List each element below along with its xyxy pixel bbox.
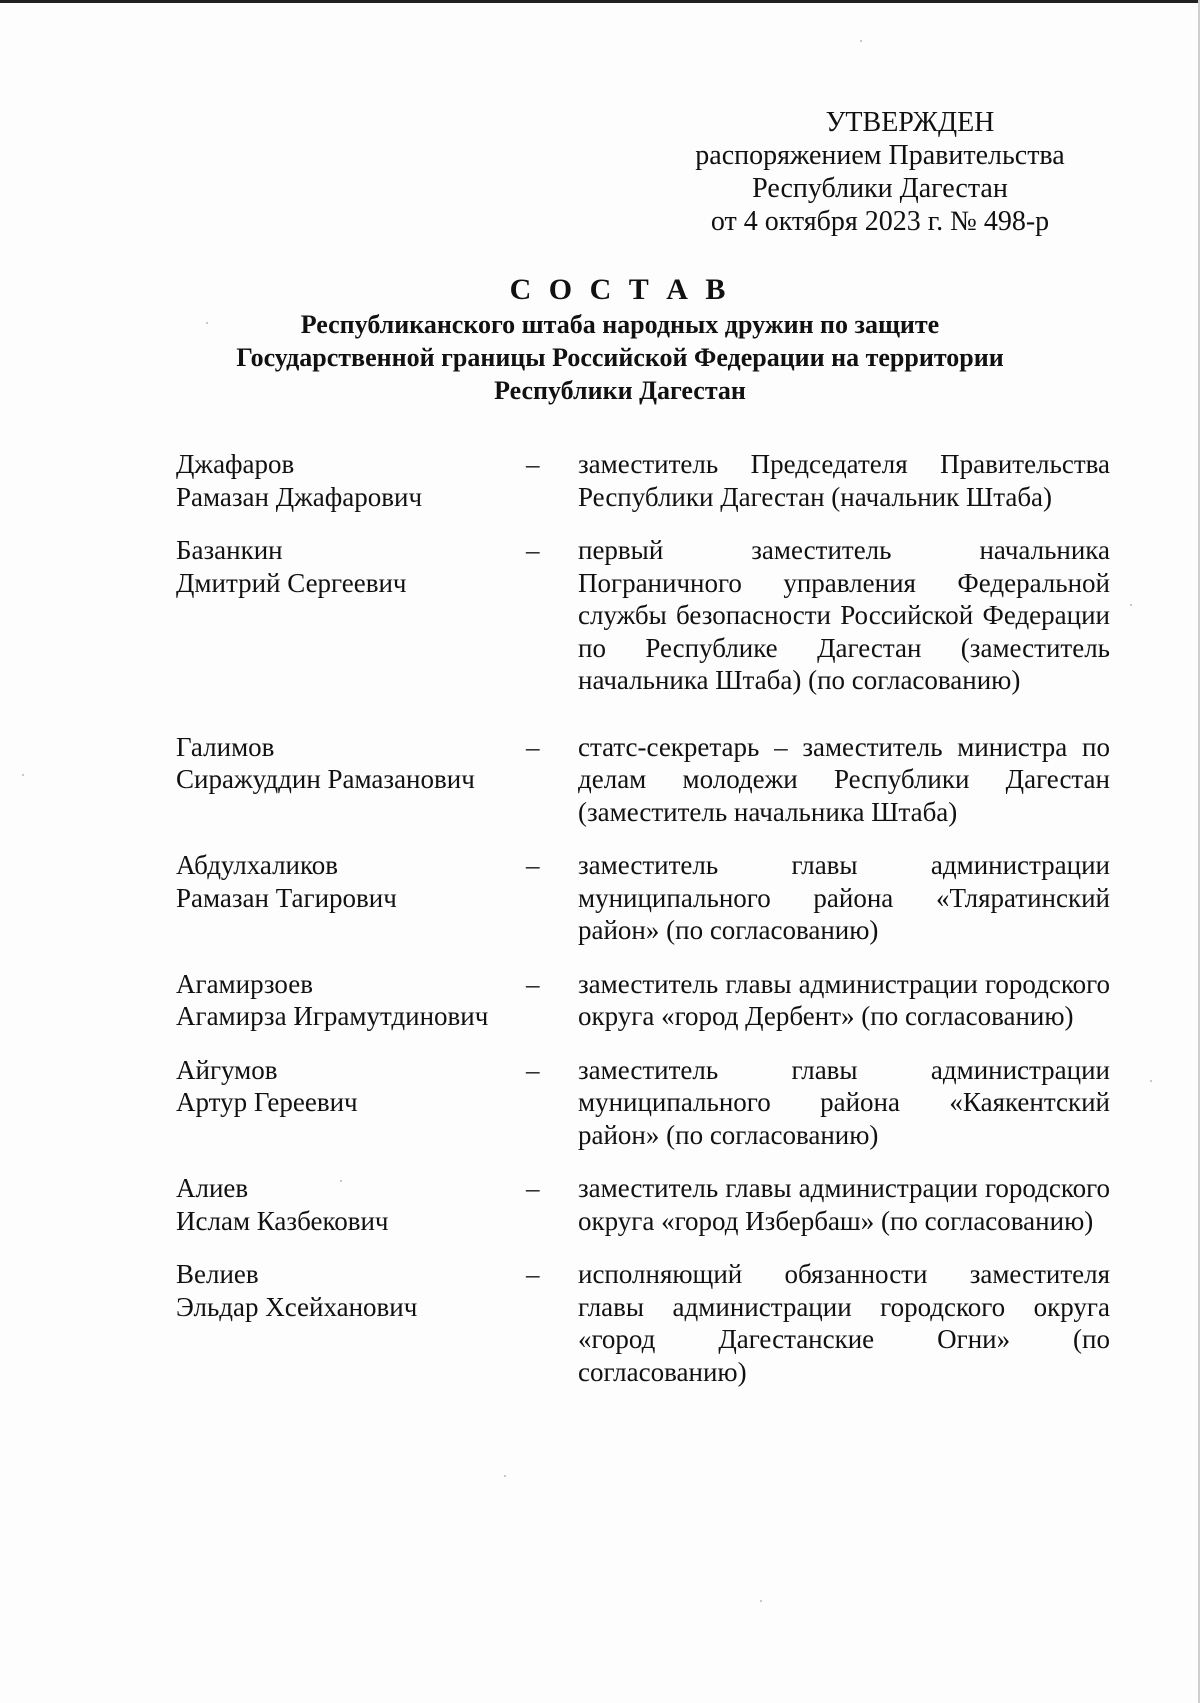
scan-speck	[206, 322, 208, 324]
member-role: заместитель главы администрации городского округа «город Дербент» (по согласованию)	[578, 968, 1110, 1031]
member-role: первый заместитель начальника Пограничного управления Федеральной службы безопасности Российской Федерации по Республике Дагестан (заместитель начальника Штаба) (по согласованию)	[578, 535, 1110, 695]
document-subtitle-line-3: Республики Дагестан	[494, 376, 746, 405]
member-given-names: Рамазан Джафарович	[176, 481, 423, 512]
scan-speck	[1130, 604, 1132, 606]
member-name	[176, 1258, 524, 1323]
document-subtitle-line-1: Республиканского штаба народных дружин по защите	[300, 310, 940, 339]
scan-speck	[1150, 1080, 1152, 1082]
member-entry	[176, 1054, 1110, 1152]
member-dash: –	[526, 850, 540, 880]
member-surname: Джафаров	[176, 449, 295, 479]
member-entry	[176, 448, 1110, 513]
approval-block	[680, 106, 1080, 238]
document-title-block	[120, 272, 1120, 407]
member-entry	[176, 731, 1110, 829]
member-given-names: Эльдар Хсейханович	[176, 1291, 418, 1322]
member-given-names: Артур Гереевич	[176, 1087, 358, 1117]
member-name	[176, 968, 524, 1033]
scan-speck	[22, 774, 24, 776]
member-entry	[176, 849, 1110, 947]
member-name	[176, 849, 524, 914]
scan-speck	[760, 1600, 762, 1602]
member-surname: Алиев	[176, 1173, 249, 1203]
member-name	[176, 534, 524, 599]
member-role: заместитель главы администрации муниципального района «Каякентский район» (по согласованию)	[578, 1054, 1110, 1150]
member-surname: Абдулхаликов	[176, 850, 338, 880]
member-dash: –	[526, 1173, 540, 1203]
approval-heading: УТВЕРЖДЕН	[825, 107, 995, 138]
member-surname: Галимов	[176, 731, 275, 762]
members-list	[176, 448, 1110, 1388]
member-surname: Велиев	[176, 1259, 259, 1289]
member-surname: Айгумов	[176, 1054, 278, 1085]
member-dash: –	[526, 535, 540, 565]
member-given-names: Ислам Казбекович	[176, 1205, 389, 1236]
member-role: исполняющий обязанности заместителя главы администрации городского округа «город Дагестанские Огни» (по согласованию)	[578, 1259, 1110, 1387]
member-entry	[176, 534, 1110, 697]
member-surname: Агамирзоев	[176, 968, 313, 999]
member-name	[176, 731, 524, 796]
member-dash: –	[526, 1259, 540, 1289]
member-entry	[176, 968, 1110, 1033]
document-title: С О С Т А В	[509, 273, 731, 306]
scan-edge-top	[0, 0, 1200, 3]
member-dash: –	[526, 449, 540, 479]
member-given-names: Рамазан Тагирович	[176, 882, 397, 913]
member-role: заместитель главы администрации муниципального района «Тляратинский район» (по согласованию)	[578, 850, 1110, 945]
approval-date-number: от 4 октября 2023 г. № 498-р	[710, 206, 1050, 237]
member-dash: –	[526, 1054, 540, 1085]
member-entry	[176, 1258, 1110, 1388]
member-given-names: Сиражуддин Рамазанович	[176, 764, 475, 794]
member-role: статс-секретарь – заместитель министра по делам молодежи Республики Дагестан (заместитель начальника Штаба)	[578, 731, 1110, 827]
member-given-names: Агамирза Играмутдинович	[176, 1001, 489, 1031]
member-dash: –	[526, 731, 540, 762]
approval-republic-line: Республики Дагестан	[752, 173, 1008, 204]
member-name	[176, 1054, 524, 1119]
member-role: заместитель главы администрации городского округа «город Избербаш» (по согласованию)	[578, 1173, 1110, 1236]
member-dash: –	[526, 968, 540, 999]
document-subtitle-line-2: Государственной границы Российской Федерации на территории	[236, 343, 1004, 372]
member-surname: Базанкин	[176, 535, 283, 565]
member-given-names: Дмитрий Сергеевич	[176, 567, 407, 598]
scan-speck	[860, 40, 862, 42]
scan-speck	[340, 1180, 342, 1182]
member-role: заместитель Председателя Правительства Республики Дагестан (начальник Штаба)	[578, 449, 1110, 512]
scan-speck	[504, 1475, 506, 1477]
member-entry	[176, 1172, 1110, 1237]
approval-order-line: распоряжением Правительства	[695, 140, 1065, 171]
member-name	[176, 1172, 524, 1237]
member-name	[176, 448, 524, 513]
